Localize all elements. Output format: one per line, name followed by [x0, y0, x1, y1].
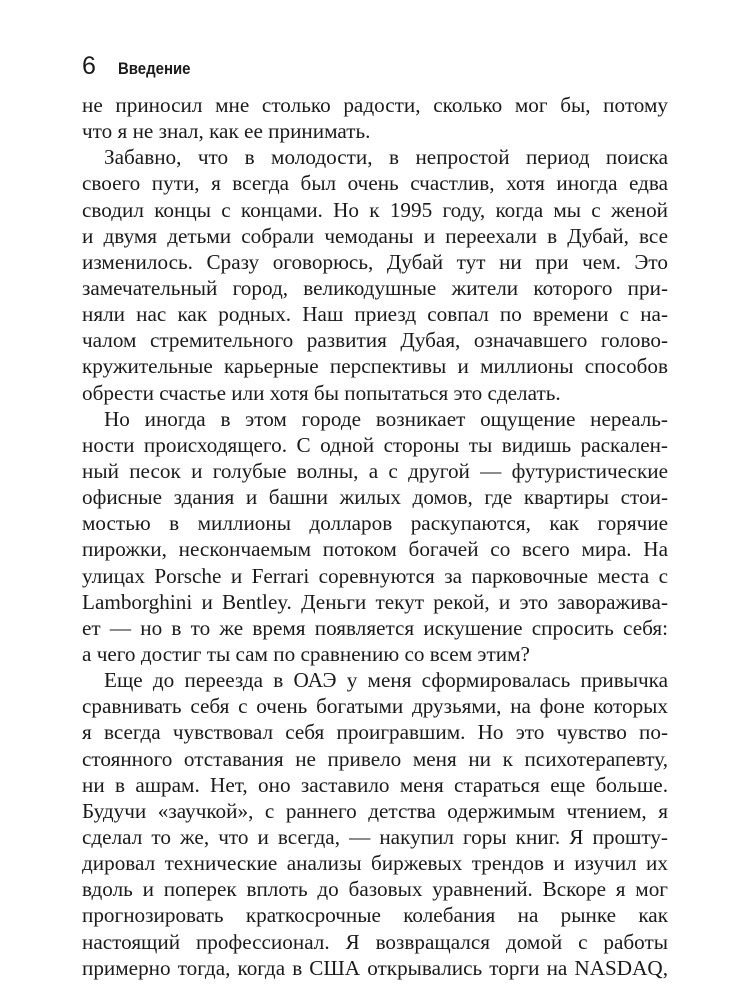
text-line: своего пути, я всегда был очень счастлив, хотя иногда едва: [82, 171, 668, 196]
text-line: мостью в миллионы долларов раскупаются, как горячие: [82, 511, 668, 536]
text-line: стоянного отставания не привело меня ни к психотерапевту,: [82, 746, 668, 771]
text-line: ет — но в то же время появляется искушение спросить себя:: [82, 615, 668, 640]
text-line: Забавно, что в молодости, в непростой период поиска: [104, 145, 668, 170]
text-line: а чего достиг ты сам по сравнению со всем этим?: [82, 641, 530, 666]
text-line: изменилось. Сразу оговорюсь, Дубай тут ни при чем. Это: [82, 249, 668, 274]
text-line: я всегда чувствовал себя проигравшим. Но это чувство по-: [82, 720, 668, 745]
text-line: чалом стремительного развития Дубая, означавшего голово-: [82, 328, 668, 353]
text-line: улицах Porsche и Ferrari соревнуются за парковочные места с: [82, 563, 668, 588]
text-line: обрести счастье или хотя бы попытаться это сделать.: [82, 380, 561, 405]
body-text: [82, 92, 668, 981]
text-line: кружительные карьерные перспективы и миллионы способов: [82, 354, 668, 379]
text-line: сравнивать себя с очень богатыми друзьями, на фоне которых: [82, 694, 668, 719]
text-line: Еще до переезда в ОАЭ у меня сформировалась привычка: [104, 668, 668, 693]
section-title: Введение: [117, 59, 191, 78]
text-line: не приносил мне столько радости, сколько мог бы, потому: [82, 93, 668, 117]
text-line: вдоль и поперек вплоть до базовых уравнений. Вскоре я мог: [82, 877, 668, 902]
text-line: ный песок и голубые волны, а с другой — футуристические: [82, 458, 668, 483]
text-line: дировал технические анализы биржевых трендов и изучил их: [82, 851, 668, 876]
text-line: ни в ашрам. Нет, оно заставило меня стараться еще больше.: [82, 772, 668, 797]
text-line: прогнозировать краткосрочные колебания на рынке как: [82, 903, 668, 928]
text-line: няли нас как родных. Наш приезд совпал по времени с на-: [82, 302, 668, 327]
text-line: замечательный город, великодушные жители которого при-: [82, 275, 668, 300]
text-line: ности происходящего. С одной стороны ты видишь раскален-: [82, 432, 668, 457]
text-line: и двумя детьми собрали чемоданы и переехали в Дубай, все: [82, 223, 668, 248]
text-line: офисные здания и башни жилых домов, где квартиры стои-: [82, 485, 668, 510]
text-line: Будучи «заучкой», с раннего детства одержимым чтением, я: [82, 798, 668, 823]
running-head: [82, 52, 200, 81]
text-line: настоящий профессионал. Я возвращался домой с работы: [82, 929, 668, 954]
text-line: что я не знал, как ее принимать.: [82, 119, 371, 144]
text-line: Lamborghini и Bentley. Деньги текут рекой, и это завораживa-: [82, 589, 668, 614]
text-line: примерно тогда, когда в США открывались торги на NASDAQ,: [82, 955, 668, 980]
page-number: 6: [82, 52, 96, 80]
text-line: сводил концы с концами. Но к 1995 году, когда мы с женой: [82, 197, 668, 222]
text-line: пирожки, нескончаемым потоком богачей со всего мира. На: [82, 537, 668, 562]
text-line: сделал то же, что и всегда, — накупил горы книг. Я прошту-: [82, 824, 668, 849]
text-line: Но иногда в этом городе возникает ощущение нереаль-: [104, 406, 668, 431]
